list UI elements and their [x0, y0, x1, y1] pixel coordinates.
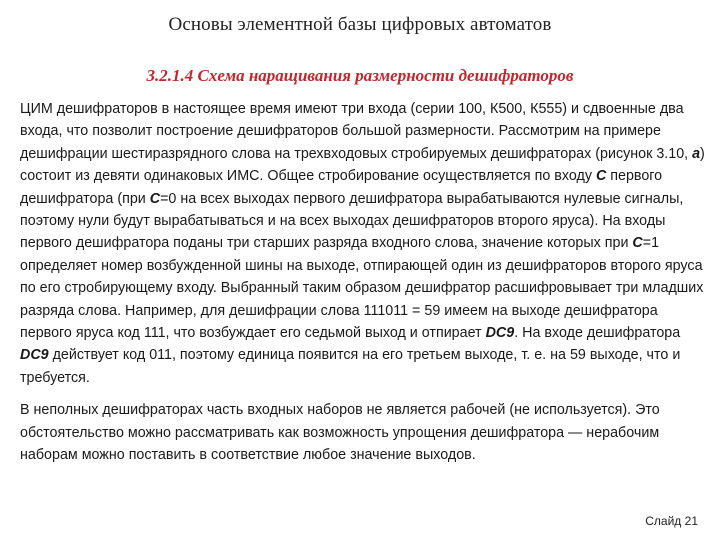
- slide-body-text: [20, 98, 705, 477]
- text-run: ) состоит из девяти одинаковых ИМС. Общее стробирование осуществляется по входу: [20, 145, 705, 185]
- decoder-name: DC9: [20, 347, 49, 364]
- text-run: ЦИМ дешифраторов в настоящее время имеют три входа (серии 100, К500, К555) и сдвоенные два входа, что позволит построение дешифраторов большой размерности. Рассмотрим на примере дешифрации шестиразрядного слова на трехвходовых стробируемых дешифраторах (рисунок 3.10,: [20, 101, 693, 162]
- slide-number: Слайд 21: [645, 514, 698, 528]
- text-run: действует код 011, поэтому единица появится на его третьем выходе, т. е. на 59 выходе, что и требуется.: [20, 347, 681, 386]
- signal-c: С: [595, 168, 607, 185]
- signal-c: С: [632, 235, 643, 252]
- figure-letter: а: [692, 145, 701, 162]
- text-run: . На входе дешифратора: [514, 325, 681, 342]
- decoder-name: DC9: [485, 325, 515, 342]
- signal-c: С: [149, 190, 161, 207]
- text-run: =0 на всех выходах первого дешифратора вырабатываются нулевые сигналы, поэтому нули будут вырабатываться и на всех выходах дешифраторов второго яруса). На входы первого дешифратора поданы три старших разряда входного слова, значение которых при: [20, 190, 684, 252]
- text-run: =1 определяет номер возбужденной шины на выходе, отпирающей один из дешифраторов второго яруса по его стробирующему входу. Выбранный таким образом дешифратор расшифровывает три младших разряда слова. Например, для дешифрации слова 111011 = 59 имеем на выходе дешифратора первого яруса код 111, что возбуждает его седьмой выход и отпирает: [20, 235, 704, 342]
- text-run: первого дешифратора (при: [20, 168, 663, 207]
- section-title: 3.2.1.4 Схема наращивания размерности дешифраторов: [146, 66, 574, 85]
- body-paragraph-2: В неполных дешифраторах часть входных наборов не является рабочей (не используется). Это обстоятельство можно рассматривать как возможность упрощения дешифратора — нерабочим наборам можно поставить в соответствие любое значение выходов.: [20, 402, 660, 464]
- body-paragraph-1: [20, 98, 705, 389]
- slide-header-title: Основы элементной базы цифровых автоматов: [168, 14, 552, 35]
